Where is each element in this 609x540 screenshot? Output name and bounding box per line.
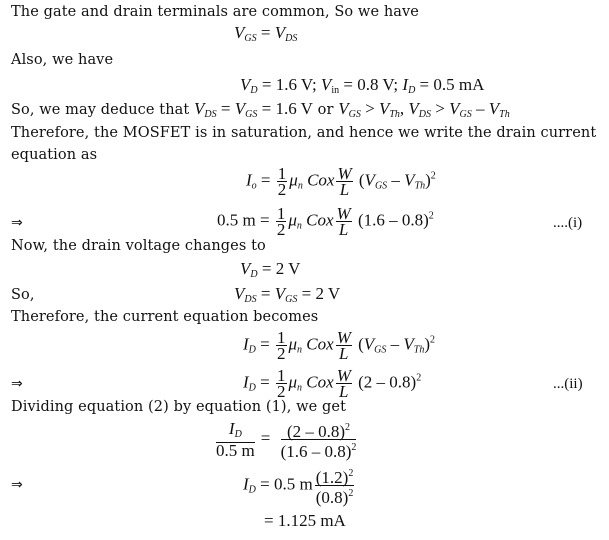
equation-vd-2v: $V_D = 2$ V [240, 259, 301, 280]
equation-ratio: $I_D = 0.5$ m $\frac{(1.2)^2}{(0.8)^2}$ [243, 468, 354, 507]
text-line-7: So, [11, 287, 35, 303]
text-line-8: Therefore, the current equation becomes [11, 309, 319, 325]
text-line-5: equation as [11, 147, 98, 163]
equation-io: $I_o$ = $\frac{1}{2}$ $\mu_n$ Cox $\frac{W}{L}$ $(V_{GS} - V_{Th})^2$ [246, 164, 436, 199]
implies-arrow-2: ⇒ [11, 376, 23, 392]
equation-id: $I_D$ = $\frac{1}{2}$ $\mu_n$ Cox $\frac{W}{L}$ $(V_{GS} - V_{Th})^2$ [243, 328, 436, 363]
equation-given-values: $V_D = 1.6$ V; $V_{in} = 0.8$ V; $I_D = 0.5$ mA [240, 75, 485, 96]
equation-tag-i: ....(i) [553, 215, 583, 231]
implies-arrow-3: ⇒ [11, 477, 23, 493]
text-line-3: So, we may deduce that $V_{DS} = V_{GS} = 1.6$ V or $V_{GS} > V_{Th}$, $V_{DS} > V_{GS} - V_{Th}$ [11, 99, 510, 120]
equation-division: $\frac{I_D}{0.5 m}$ = $\frac{(2 - 0.8)^2}{(1.6 - 0.8)^2}$ [216, 419, 357, 461]
equation-final-result: = 1.125 mA [264, 511, 346, 530]
text-line-6: Now, the drain voltage changes to [11, 238, 266, 254]
equation-ii: $I_D$ = $\frac{1}{2}$ $\mu_n$ Cox $\frac{W}{L}$ (2 – 0.8)$^2$ [243, 366, 422, 401]
equation-vgs-vds: $V_{GS} = V_{DS}$ [234, 23, 298, 44]
text-line-4: Therefore, the MOSFET is in saturation, and hence we write the drain current [11, 125, 597, 141]
equation-vds-vgs-2v: $V_{DS} = V_{GS} = 2$ V [234, 284, 341, 305]
text-line-9: Dividing equation (2) by equation (1), we get [11, 399, 346, 415]
equation-tag-ii: ...(ii) [553, 376, 583, 392]
equation-i: 0.5 m = $\frac{1}{2}$ $\mu_n$ Cox $\frac{W}{L}$ (1.6 – 0.8)$^2$ [217, 204, 434, 239]
text-line-2: Also, we have [11, 52, 114, 68]
implies-arrow-1: ⇒ [11, 215, 23, 231]
text-line-1: The gate and drain terminals are common, So we have [11, 4, 419, 20]
